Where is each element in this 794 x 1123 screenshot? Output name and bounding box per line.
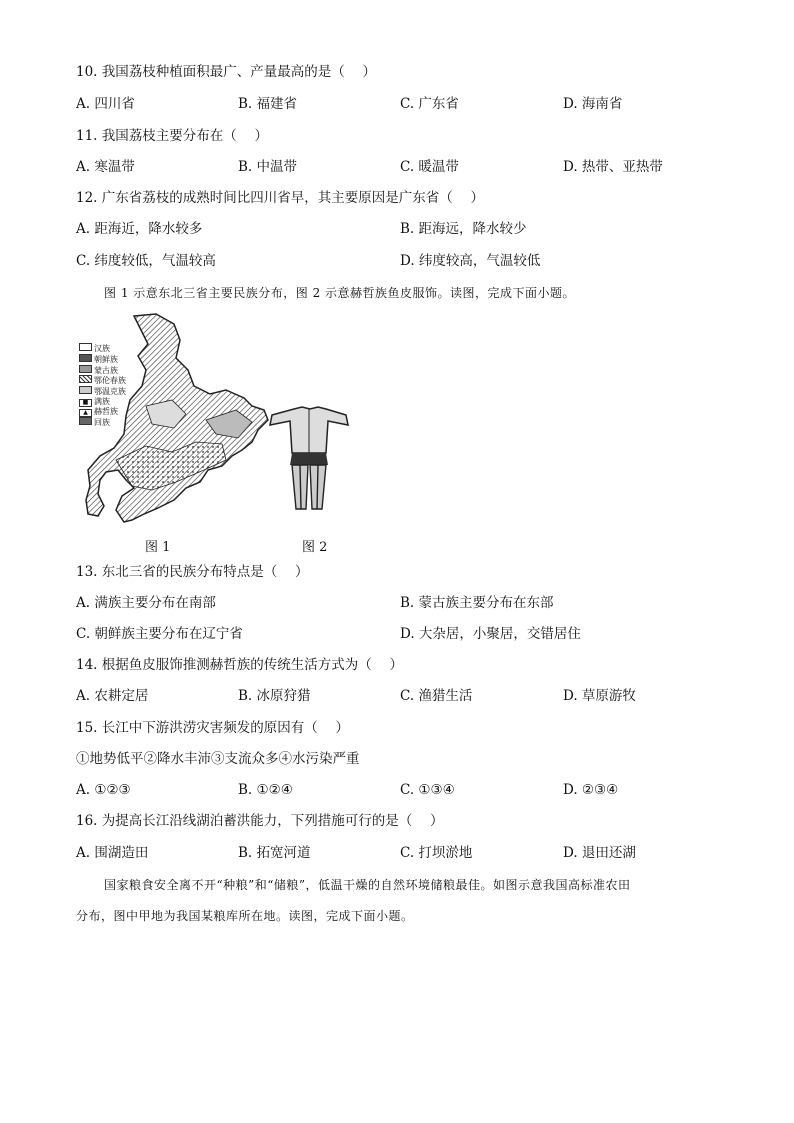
q15-option-b[interactable]: B. ①②④ — [238, 782, 293, 798]
question-15-stem: 15. 长江中下游洪涝灾害频发的原因有（ ） — [76, 720, 350, 736]
legend-item: 回族 — [79, 417, 126, 428]
question-14-stem: 14. 根据鱼皮服饰推测赫哲族的传统生活方式为（ ） — [76, 657, 404, 673]
question-16-stem: 16. 为提高长江沿线湖泊蓄洪能力，下列措施可行的是（ ） — [76, 813, 444, 829]
map-legend — [79, 343, 126, 428]
q10-option-d[interactable]: D. 海南省 — [563, 96, 623, 112]
q14-option-b[interactable]: B. 冰原狩猎 — [238, 688, 311, 704]
q16-option-c[interactable]: C. 打坝淤地 — [400, 845, 473, 861]
q14-option-d[interactable]: D. 草原游牧 — [563, 688, 636, 704]
q14-option-a[interactable]: A. 农耕定居 — [76, 688, 149, 704]
q13-option-a[interactable]: A. 满族主要分布在南部 — [76, 595, 216, 611]
q16-option-a[interactable]: A. 围湖造田 — [76, 845, 149, 861]
figure-intro-text: 图 1 示意东北三省主要民族分布，图 2 示意赫哲族鱼皮服饰。读图，完成下面小题。 — [104, 286, 576, 300]
q10-option-a[interactable]: A. 四川省 — [76, 96, 135, 112]
figure-1-label: 图 1 — [145, 540, 171, 555]
legend-item: 蒙古族 — [79, 365, 126, 376]
question-13-stem: 13. 东北三省的民族分布特点是（ ） — [76, 564, 309, 580]
q15-option-a[interactable]: A. ①②③ — [76, 782, 131, 798]
q14-option-c[interactable]: C. 渔猎生活 — [400, 688, 473, 704]
legend-item: ■ 满族 — [79, 397, 126, 407]
q15-option-d[interactable]: D. ②③④ — [563, 782, 619, 798]
q15-option-c[interactable]: C. ①③④ — [400, 782, 455, 798]
question-10-stem: 10. 我国荔枝种植面积最广、产量最高的是（ ） — [76, 64, 377, 80]
q16-option-d[interactable]: D. 退田还湖 — [563, 845, 636, 861]
legend-item: 鄂温克族 — [79, 386, 126, 397]
legend-item: 朝鲜族 — [79, 354, 126, 365]
legend-item: ▲ 赫哲族 — [79, 407, 126, 417]
legend-item: 汉族 — [79, 343, 126, 354]
q12-option-a[interactable]: A. 距海近，降水较多 — [76, 221, 203, 237]
q13-option-d[interactable]: D. 大杂居，小聚居，交错居住 — [400, 626, 581, 642]
material-intro-line-1: 国家粮食安全离不开“种粮”和“储粮”，低温干燥的自然环境储粮最佳。如图示意我国高标准农田 — [104, 878, 631, 892]
material-intro-line-2: 分布，图中甲地为我国某粮库所在地。读图，完成下面小题。 — [76, 909, 414, 923]
q12-option-b[interactable]: B. 距海远，降水较少 — [400, 221, 527, 237]
question-12-stem: 12. 广东省荔枝的成熟时间比四川省早，其主要原因是广东省（ ） — [76, 190, 485, 206]
q10-option-b[interactable]: B. 福建省 — [238, 96, 298, 112]
figure-2-garment — [268, 403, 350, 515]
q12-option-d[interactable]: D. 纬度较高，气温较低 — [400, 253, 541, 269]
legend-item: 鄂伦春族 — [79, 375, 126, 386]
q11-option-d[interactable]: D. 热带、亚热带 — [563, 159, 663, 175]
q16-option-b[interactable]: B. 拓宽河道 — [238, 845, 311, 861]
q12-option-c[interactable]: C. 纬度较低，气温较高 — [76, 253, 216, 269]
q10-option-c[interactable]: C. 广东省 — [400, 96, 459, 112]
question-15-statements: ①地势低平②降水丰沛③支流众多④水污染严重 — [76, 751, 360, 767]
q11-option-a[interactable]: A. 寒温带 — [76, 159, 135, 175]
figure-2-label: 图 2 — [302, 540, 328, 555]
q11-option-b[interactable]: B. 中温带 — [238, 159, 298, 175]
q13-option-b[interactable]: B. 蒙古族主要分布在东部 — [400, 595, 554, 611]
question-11-stem: 11. 我国荔枝主要分布在（ ） — [76, 128, 269, 144]
q13-option-c[interactable]: C. 朝鲜族主要分布在辽宁省 — [76, 626, 243, 642]
q11-option-c[interactable]: C. 暖温带 — [400, 159, 459, 175]
